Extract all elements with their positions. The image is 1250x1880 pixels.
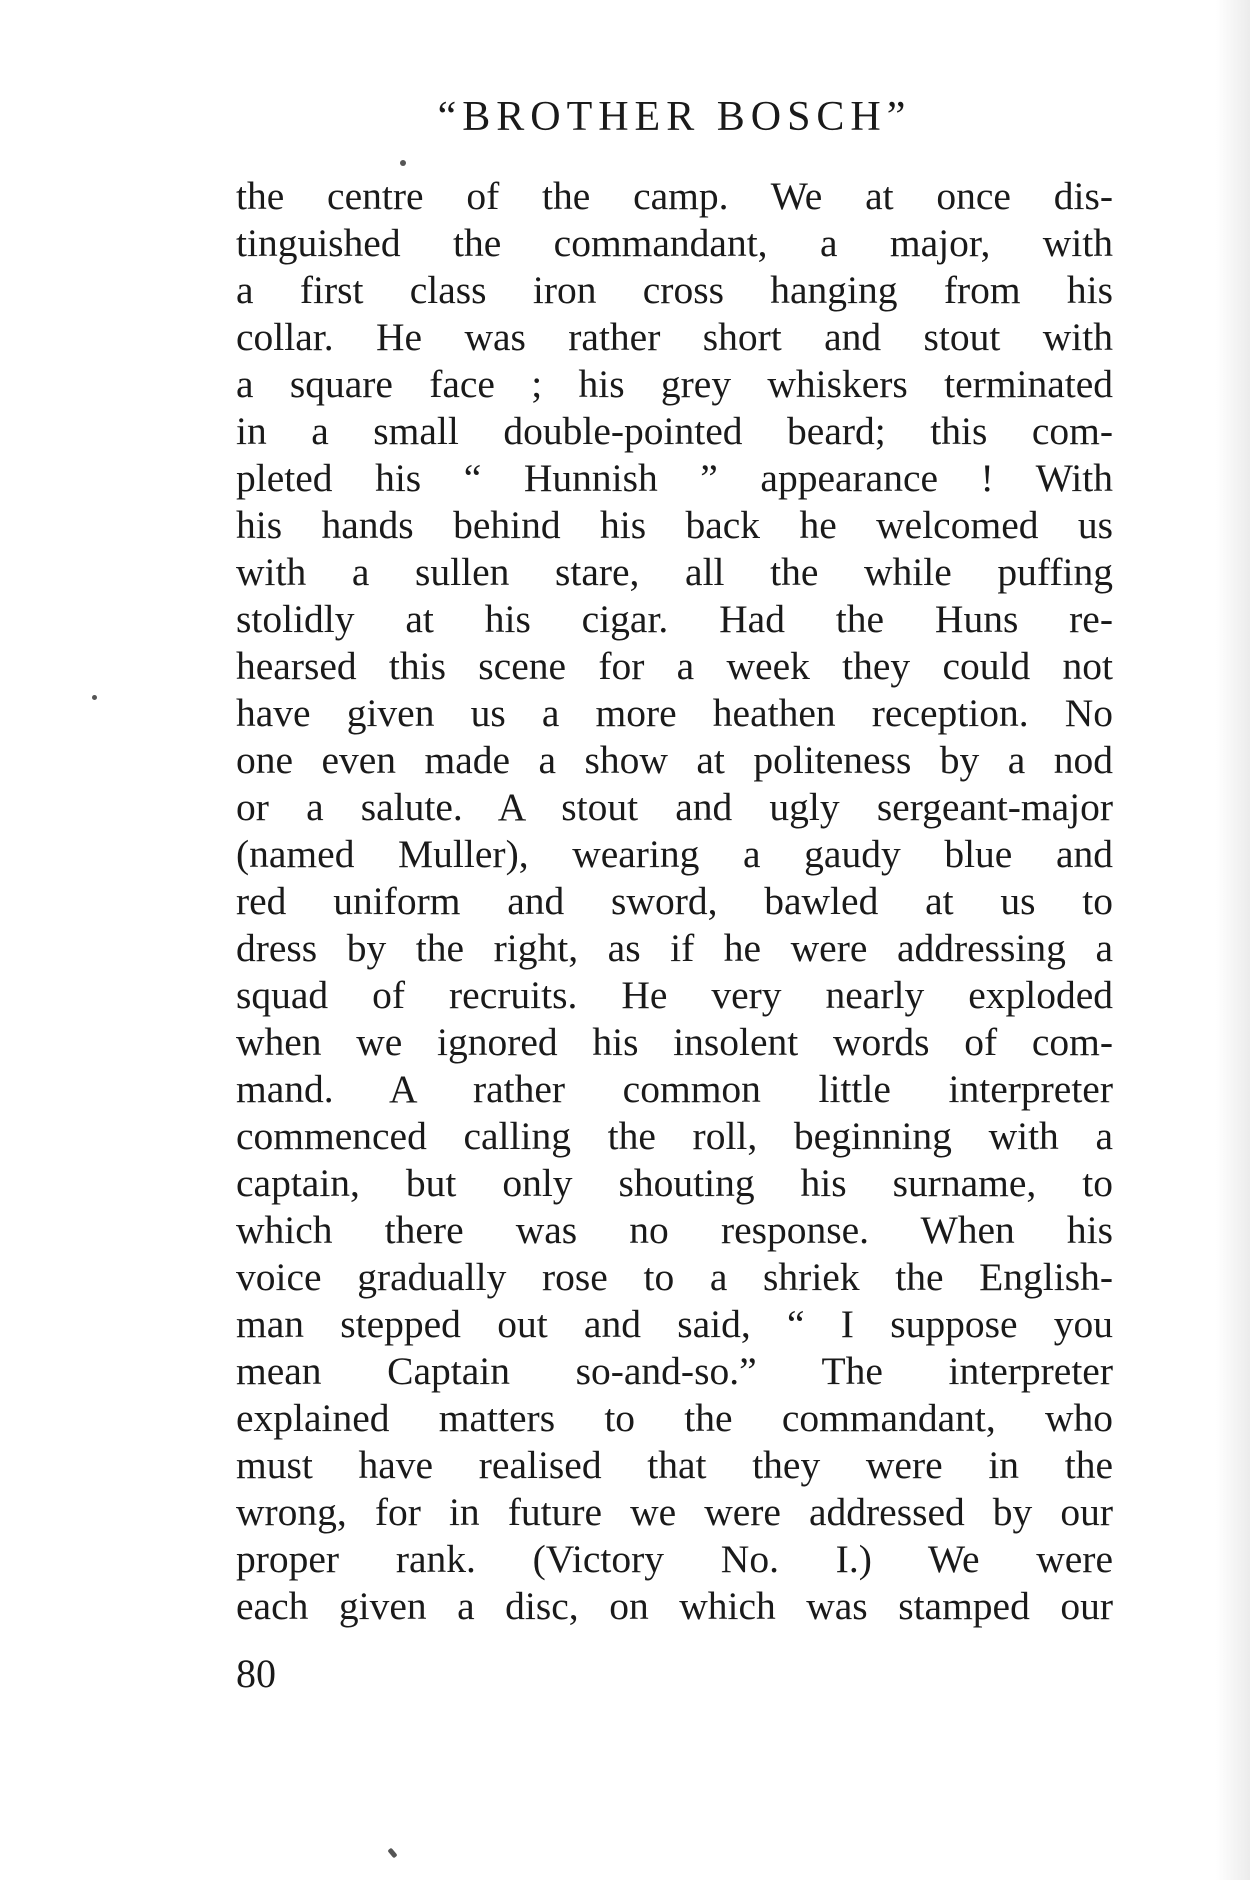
text-line: each given a disc, on which was stamped our [236,1584,1113,1628]
running-head: “BROTHER BOSCH” [437,94,912,140]
text-line: when we ignored his insolent words of com- [236,1020,1113,1064]
page-edge-shadow [1216,0,1250,1880]
text-line: red uniform and sword, bawled at us to [236,879,1113,923]
text-line: voice gradually rose to a shriek the English- [236,1255,1113,1299]
text-line: commenced calling the roll, beginning with a [236,1114,1113,1158]
text-line: a first class iron cross hanging from his [236,268,1113,312]
text-line: have given us a more heathen reception. No [236,691,1113,735]
text-line: dress by the right, as if he were addressing a [236,926,1113,970]
text-line: or a salute. A stout and ugly sergeant-major [236,785,1113,829]
text-line: collar. He was rather short and stout with [236,315,1113,359]
text-line: tinguished the commandant, a major, with [236,221,1113,265]
text-line: which there was no response. When his [236,1208,1113,1252]
text-line: in a small double-pointed beard; this com- [236,409,1113,453]
text-line: (named Muller), wearing a gaudy blue and [236,832,1113,876]
text-line: man stepped out and said, “ I suppose you [236,1302,1113,1346]
text-line: squad of recruits. He very nearly exploded [236,973,1113,1017]
text-line: his hands behind his back he welcomed us [236,503,1113,547]
text-line: must have realised that they were in the [236,1443,1113,1487]
text-line: one even made a show at politeness by a nod [236,738,1113,782]
ink-speck [92,695,97,700]
text-line: mean Captain so-and-so.” The interpreter [236,1349,1113,1393]
text-line: proper rank. (Victory No. I.) We were [236,1537,1113,1581]
text-line: the centre of the camp. We at once dis- [236,174,1113,218]
text-line: captain, but only shouting his surname, to [236,1161,1113,1205]
text-line: stolidly at his cigar. Had the Huns re- [236,597,1113,641]
text-line: explained matters to the commandant, who [236,1396,1113,1440]
body-text [236,173,1113,1630]
ink-speck [387,1848,397,1859]
text-line: a square face ; his grey whiskers terminated [236,362,1113,406]
text-line: hearsed this scene for a week they could not [236,644,1113,688]
text-line: mand. A rather common little interpreter [236,1067,1113,1111]
text-line: wrong, for in future we were addressed by our [236,1490,1113,1534]
page-number: 80 [236,1651,276,1696]
text-line: pleted his “ Hunnish ” appearance ! With [236,456,1113,500]
text-line: with a sullen stare, all the while puffing [236,550,1113,594]
ink-speck [400,160,406,166]
